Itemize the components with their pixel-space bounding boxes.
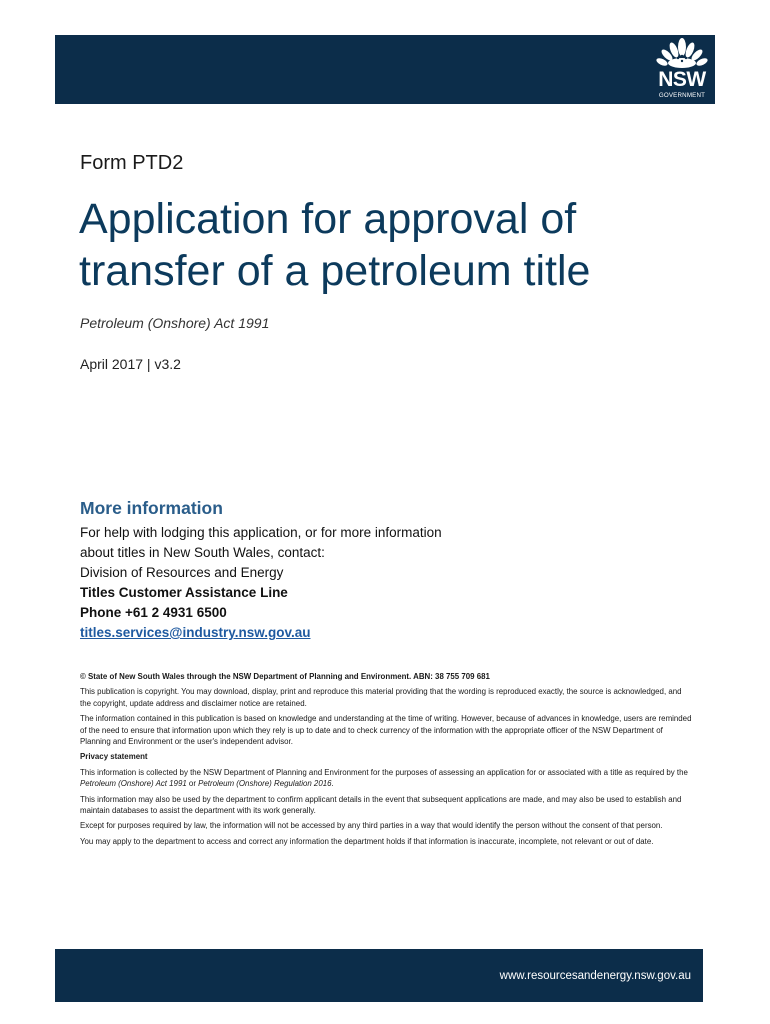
footer-band [55, 949, 703, 1002]
privacy-paragraph: Except for purposes required by law, the information will not be accessed by any third parties in a way that would identify the person without the consent of that person. [80, 821, 663, 831]
more-info-body [80, 523, 640, 643]
website-link[interactable]: www.resourcesandenergy.nsw.gov.au [499, 970, 691, 982]
logo-wordmark: NSW [658, 68, 706, 91]
more-info-line: Division of Resources and Energy [80, 565, 284, 580]
page-title [79, 193, 699, 297]
privacy-text: . [331, 779, 334, 789]
customer-line-label: Titles Customer Assistance Line [80, 585, 288, 600]
privacy-heading: Privacy statement [80, 752, 148, 762]
more-info-heading: More information [80, 498, 223, 518]
more-info-line: about titles in New South Wales, contact: [80, 545, 325, 560]
phone-number: Phone +61 2 4931 6500 [80, 605, 227, 620]
privacy-text: This information is collected by the NSW Department of Planning and Environment for the purposes of assessing an application for or associated with a title as required by the [80, 767, 688, 777]
copyright-paragraph: This publication is copyright. You may download, display, print and reproduce this material providing that the wording is reproduced exactly, the source is acknowledged, and the copyright, update address and disclaimer notice are retained. [80, 687, 682, 708]
more-info-line: For help with lodging this application, or for more information [80, 525, 442, 540]
title-line-1: Application for approval of [79, 195, 577, 243]
nsw-government-logo [650, 36, 714, 104]
privacy-paragraph: You may apply to the department to access and correct any information the department holds if that information is inaccurate, incomplete, not relevant or out of date. [80, 836, 654, 846]
form-id: Form PTD2 [80, 152, 184, 174]
waratah-icon [650, 36, 714, 70]
act-citation: Petroleum (Onshore) Act 1991 [80, 779, 187, 789]
privacy-paragraph [80, 767, 692, 790]
smallprint [80, 671, 692, 851]
version-date: April 2017 | v3.2 [80, 356, 181, 372]
privacy-paragraph: This information may also be used by the department to confirm applicant details in the event that subsequent applications are made, and may also be used to establish and maintain databases to assist the department with its work generally. [80, 794, 682, 816]
copyright-heading: © State of New South Wales through the NSW Department of Planning and Environment. ABN: 38 755 709 681 [80, 672, 490, 681]
disclaimer-paragraph: The information contained in this publication is based on knowledge and understanding at the time of writing. However, because of advances in knowledge, users are reminded of the need to ensure that information upon which they rely is up to date and to check currency of the information with the appropriate officer of the NSW Department of Planning and Environment or the user's independent advisor. [80, 714, 692, 747]
privacy-text: or [186, 779, 199, 789]
header-band [55, 35, 715, 104]
logo-subtext: GOVERNMENT [658, 92, 706, 99]
title-line-2: transfer of a petroleum title [79, 247, 591, 295]
email-link[interactable]: titles.services@industry.nsw.gov.au [80, 625, 311, 640]
act-reference: Petroleum (Onshore) Act 1991 [80, 315, 270, 331]
regulation-citation: Petroleum (Onshore) Regulation 2016 [198, 779, 332, 789]
